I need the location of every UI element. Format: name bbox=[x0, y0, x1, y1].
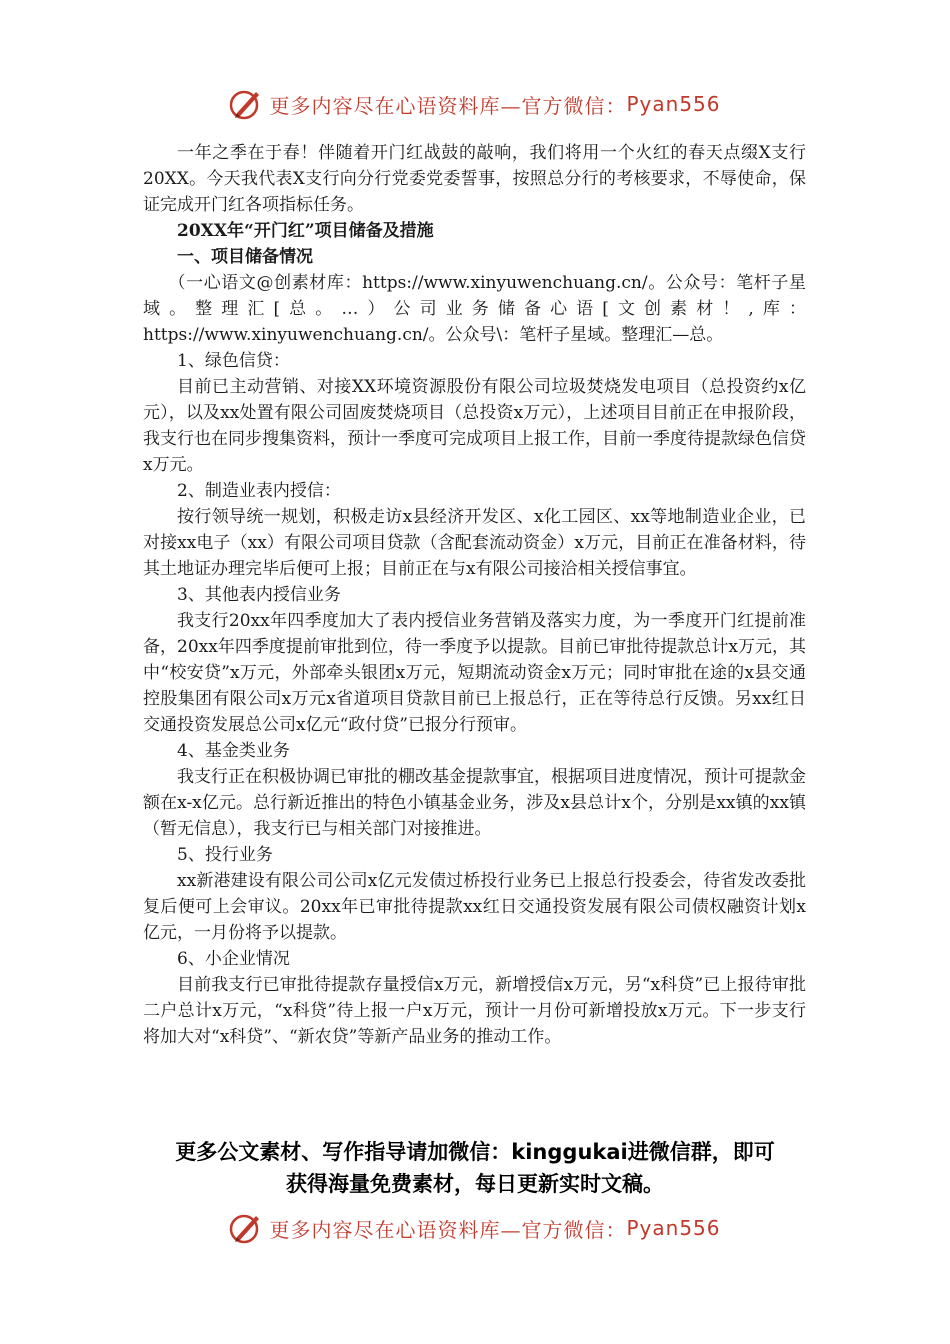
item-body: 目前已主动营销、对接XX环境资源股份有限公司垃圾焚烧发电项目（总投资约x亿元），以及xx处置有限公司固废焚烧项目（总投资x万元），上述项目目前正在申报阶段，我支行也在同步搜集资料，预计一季度可完成项目上报工作，目前一季度待提款绿色信贷x万元。 bbox=[143, 377, 806, 475]
source-note: （一心语文@创素材库：https://www.xinyuwenchuang.cn/。公众号：笔杆子星域。整理汇[总。…）公司业务储备心语[文创素材！,库：https://www.xinyuwenchuang.cn/。公众号\：笔杆子星域。整理汇—总。 bbox=[143, 273, 806, 345]
item-body: 按行领导统一规划，积极走访x县经济开发区、x化工园区、xx等地制造业企业，已对接xx电子（xx）有限公司项目贷款（含配套流动资金）x万元，目前正在准备材料，待其土地证办理完毕后便可上报；目前正在与x有限公司接洽相关授信事宜。 bbox=[143, 507, 806, 579]
document-body bbox=[143, 140, 806, 1050]
promo-line-1: 更多公文素材、写作指导请加微信：kinggukai进微信群，即可 bbox=[175, 1140, 775, 1164]
item-title: 3、其他表内授信业务 bbox=[177, 585, 341, 605]
item-body: 我支行正在积极协调已审批的棚改基金提款事宜，根据项目进度情况，预计可提款金额在x-x亿元。总行新近推出的特色小镇基金业务，涉及x县总计x个，分别是xx镇的xx镇（暂无信息），我支行已与相关部门对接推进。 bbox=[143, 767, 806, 839]
header-banner bbox=[0, 84, 950, 124]
promo-line-2: 获得海量免费素材，每日更新实时文稿。 bbox=[286, 1172, 664, 1196]
item-title: 4、基金类业务 bbox=[177, 741, 290, 761]
item-title: 1、绿色信贷： bbox=[177, 351, 290, 371]
section-heading: 一、项目储备情况 bbox=[177, 247, 313, 267]
item-body: 我支行20xx年四季度加大了表内授信业务营销及落实力度，为一季度开门红提前准备，20xx年四季度提前审批到位，待一季度予以提款。目前已审批待提款总计x万元，其中“校安贷”x万元，外部牵头银团x万元，短期流动资金x万元；同时审批在途的x县交通控股集团有限公司x万元x省道项目贷款目前已上报总行，正在等待总行反馈。另xx红日交通投资发展总公司x亿元“政付贷”已报分行预审。 bbox=[143, 611, 806, 735]
item-title: 6、小企业情况 bbox=[177, 949, 290, 969]
item-body: 目前我支行已审批待提款存量授信x万元，新增授信x万元，另“x科贷”已上报待审批二户总计x万元，“x科贷”待上报一户x万元，预计一月份可新增投放x万元。下一步支行将加大对“x科贷”、“新农贷”等新产品业务的推动工作。 bbox=[143, 975, 806, 1047]
pen-logo-icon bbox=[229, 1211, 263, 1245]
item-title: 5、投行业务 bbox=[177, 845, 273, 865]
promo-block bbox=[120, 1136, 830, 1200]
header-banner-wechat: Pyan556 bbox=[626, 92, 721, 116]
intro-paragraph: 一年之季在于春！伴随着开门红战鼓的敲响，我们将用一个火红的春天点缀X支行20XX。今天我代表X支行向分行党委党委誓事，按照总分行的考核要求，不辱使命，保证完成开门红各项指标任务。 bbox=[143, 143, 806, 215]
footer-banner-wechat: Pyan556 bbox=[626, 1216, 721, 1240]
pen-logo-icon bbox=[229, 87, 263, 121]
item-body: xx新港建设有限公司公司x亿元发债过桥投行业务已上报总行投委会，待省发改委批复后便可上会审议。20xx年已审批待提款xx红日交通投资发展有限公司债权融资计划x亿元，一月份将予以提款。 bbox=[143, 871, 806, 943]
footer-banner bbox=[0, 1208, 950, 1248]
item-title: 2、制造业表内授信： bbox=[177, 481, 341, 501]
document-title: 20XX年“开门红”项目储备及措施 bbox=[177, 221, 434, 241]
footer-banner-text: 更多内容尽在心语资料库—官方微信： bbox=[269, 1217, 627, 1242]
header-banner-text: 更多内容尽在心语资料库—官方微信： bbox=[269, 93, 627, 118]
